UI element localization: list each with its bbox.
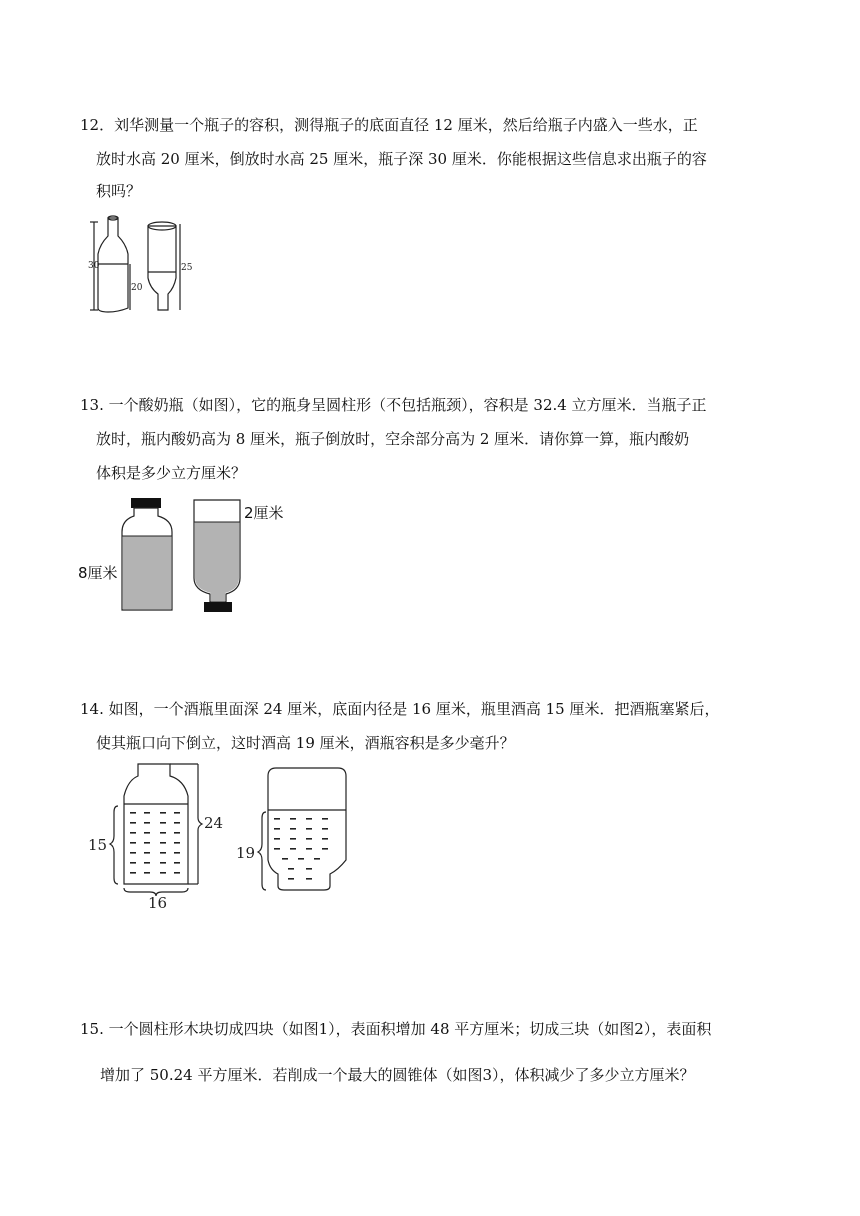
q12-line-3: 积吗？ bbox=[96, 182, 142, 200]
wine-dashes-upright bbox=[130, 812, 180, 874]
label-24: 24 bbox=[204, 814, 224, 832]
inverted-cap bbox=[204, 602, 232, 612]
label-19: 19 bbox=[236, 844, 256, 862]
label-20: 20 bbox=[131, 283, 143, 293]
upright-wine-bottle bbox=[124, 764, 188, 884]
q13-line-1: 13. 一个酸奶瓶（如图），它的瓶身呈圆柱形（不包括瓶颈），容积是 32.4 立方厘米．当瓶子正 bbox=[80, 396, 707, 414]
q12-line-2: 放时水高 20 厘米，倒放时水高 25 厘米，瓶子深 30 厘米．你能根据这些信息求出瓶子的容 bbox=[96, 150, 707, 168]
q14-line-1: 14. 如图，一个酒瓶里面深 24 厘米，底面内径是 16 厘米，瓶里酒高 15 厘米．把酒瓶塞紧后， bbox=[80, 700, 720, 718]
inverted-bottle-shape bbox=[148, 226, 176, 310]
q13-line-3: 体积是多少立方厘米？ bbox=[96, 464, 247, 482]
label-30: 30 bbox=[88, 261, 100, 271]
upright-bottle-shape bbox=[98, 218, 128, 312]
q15-line-1: 15. 一个圆柱形木块切成四块（如图1），表面积增加 48 平方厘米；切成三块（如图2），表面积 bbox=[80, 1020, 712, 1038]
q15-line-2: 增加了 50.24 平方厘米．若削成一个最大的圆锥体（如图3），体积减少了多少立方厘米？ bbox=[100, 1066, 695, 1084]
q14-line-2: 使其瓶口向下倒立，这时酒高 19 厘米，酒瓶容积是多少毫升？ bbox=[96, 734, 515, 752]
q12-bottle-figure bbox=[80, 212, 200, 318]
label-8cm: 8厘米 bbox=[78, 564, 118, 582]
wine-dashes-inverted bbox=[274, 818, 328, 880]
q14-wine-figure bbox=[84, 760, 374, 912]
q12-line-1: 12．刘华测量一个瓶子的容积，测得瓶子的底面直径 12 厘米，然后给瓶子内盛入一些水，正 bbox=[80, 116, 698, 134]
label-15: 15 bbox=[88, 836, 108, 854]
label-25: 25 bbox=[181, 263, 193, 273]
q13-line-2: 放时，瓶内酸奶高为 8 厘米，瓶子倒放时，空余部分高为 2 厘米．请你算一算，瓶内酸奶 bbox=[96, 430, 690, 448]
label-16: 16 bbox=[148, 894, 168, 912]
label-2cm: 2厘米 bbox=[244, 504, 284, 522]
q13-yogurt-figure bbox=[76, 496, 296, 616]
upright-cap bbox=[131, 498, 161, 508]
